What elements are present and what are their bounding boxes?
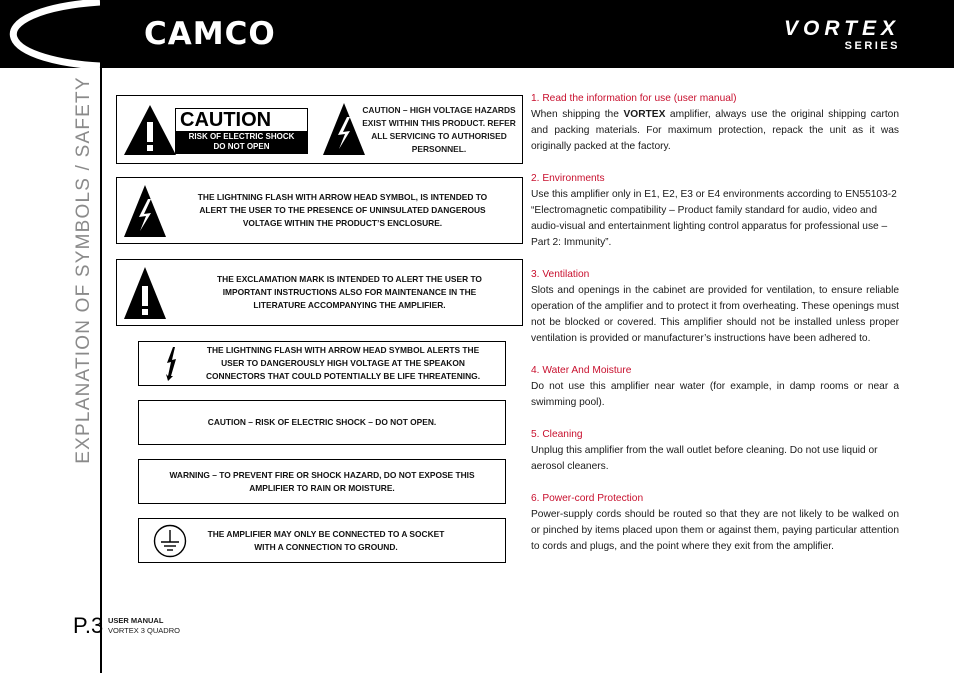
shock-warning-box <box>138 400 506 445</box>
ground-symbol-icon <box>153 524 187 558</box>
safety-instructions <box>531 91 899 571</box>
page-number: P.3 <box>73 613 104 638</box>
section-body-text: amplifier, always use the original shipping carton and packing materials. For maximum protection, repack the unit as it was originally packed at the factory. <box>531 109 900 152</box>
section-heading: 5. Cleaning <box>531 429 583 440</box>
lightning-bolt-icon <box>165 346 177 382</box>
caution-text: CAUTION – HIGH VOLTAGE HAZARDS EXIST WITHIN THIS PRODUCT. REFER ALL SERVICING TO AUTHORISED PERSONNEL. <box>362 105 516 154</box>
caution-sticker-heading: CAUTION <box>176 109 307 131</box>
section-body: Do not use this amplifier near water (for example, in damp rooms or near a swimming pool). <box>531 381 899 408</box>
margin-divider <box>100 0 102 673</box>
product-name: VORTEX <box>784 17 900 40</box>
section-heading: 1. Read the information for use (user manual) <box>531 93 737 104</box>
section-heading: 3. Ventilation <box>531 269 590 280</box>
instruction-section <box>531 363 899 411</box>
caution-sticker-line: DO NOT OPEN <box>213 142 270 151</box>
brand-logo: CAMCO <box>144 16 276 52</box>
section-heading: 6. Power-cord Protection <box>531 493 644 504</box>
exclamation-triangle-icon <box>121 264 169 322</box>
caution-sticker <box>175 108 308 154</box>
section-body: Slots and openings in the cabinet are provided for ventilation, to ensure reliable operation of the amplifier and to protect it from overheating. These openings must not be blocked or covered. This amplifier should not be installed unless proper ventilation is provided or manufacturer’s instructions have been adhered to. <box>531 285 899 344</box>
lightning-warning-box <box>116 177 523 244</box>
manual-label: USER MANUAL <box>108 616 164 625</box>
product-name-bold: VORTEX <box>623 109 666 120</box>
section-body-text: When shipping the <box>531 109 624 120</box>
exclamation-triangle-icon <box>121 102 179 158</box>
caution-sticker-subtext <box>176 131 307 153</box>
speakon-warning-text: THE LIGHTNING FLASH WITH ARROW HEAD SYMBOL ALERTS THE USER TO DANGEROUSLY HIGH VOLTAGE AT THE SPEAKON CONNECTORS THAT COULD POTENTIALLY BE LIFE THREATENING. <box>205 345 481 381</box>
section-body: Power-supply cords should be routed so that they are not likely to be walked on or pinched by items placed upon them or against them, paying particular attention to cords and plugs, and the point where they exit from the amplifier. <box>531 509 899 552</box>
instruction-section <box>531 491 899 555</box>
exclamation-warning-box <box>116 259 523 326</box>
shock-warning-text: CAUTION – RISK OF ELECTRIC SHOCK – DO NOT OPEN. <box>207 417 437 427</box>
lightning-warning-text: THE LIGHTNING FLASH WITH ARROW HEAD SYMBOL, IS INTENDED TO ALERT THE USER TO THE PRESENCE OF UNINSULATED DANGEROUS VOLTAGE WITHIN THE PRODUCT’S ENCLOSURE. <box>197 192 488 228</box>
exclamation-warning-text: THE EXCLAMATION MARK IS INTENDED TO ALERT THE USER TO IMPORTANT INSTRUCTIONS ALSO FOR MAINTENANCE IN THE LITERATURE ACCOMPANYING THE AMPLIFIER. <box>217 274 482 310</box>
section-body: Use this amplifier only in E1, E2, E3 or E4 environments according to EN55103-2 “Electromagnetic compatibility – Product family standard for audio, video and audio-visual and entertainment lighting control apparatus for professional use – Part 2: Immunity”. <box>531 189 897 248</box>
section-body: Unplug this amplifier from the wall outlet before cleaning. Do not use liquid or aerosol cleaners. <box>531 445 878 472</box>
fire-warning-text: WARNING – TO PREVENT FIRE OR SHOCK HAZARD, DO NOT EXPOSE THIS AMPLIFIER TO RAIN OR MOISTURE. <box>169 469 475 493</box>
section-heading: 4. Water And Moisture <box>531 365 632 376</box>
ground-warning-text: THE AMPLIFIER MAY ONLY BE CONNECTED TO A SOCKET WITH A CONNECTION TO GROUND. <box>207 528 445 552</box>
section-title: EXPLANATION OF SYMBOLS / SAFETY <box>73 76 94 464</box>
manual-model: VORTEX 3 QUADRO <box>108 626 180 635</box>
speakon-warning-box <box>138 341 506 386</box>
instruction-section <box>531 267 899 347</box>
section-body <box>531 107 899 155</box>
fire-warning-box <box>138 459 506 504</box>
instruction-section <box>531 171 899 251</box>
section-heading: 2. Environments <box>531 173 605 184</box>
brand-swoosh-graphic <box>0 0 104 68</box>
instruction-section <box>531 91 899 155</box>
ground-warning-box <box>138 518 506 563</box>
caution-sticker-line: RISK OF ELECTRIC SHOCK <box>188 132 295 141</box>
product-logo <box>784 18 900 52</box>
product-series: SERIES <box>844 40 900 52</box>
page-header <box>0 0 954 68</box>
instruction-section <box>531 427 899 475</box>
lightning-triangle-icon <box>121 182 169 240</box>
